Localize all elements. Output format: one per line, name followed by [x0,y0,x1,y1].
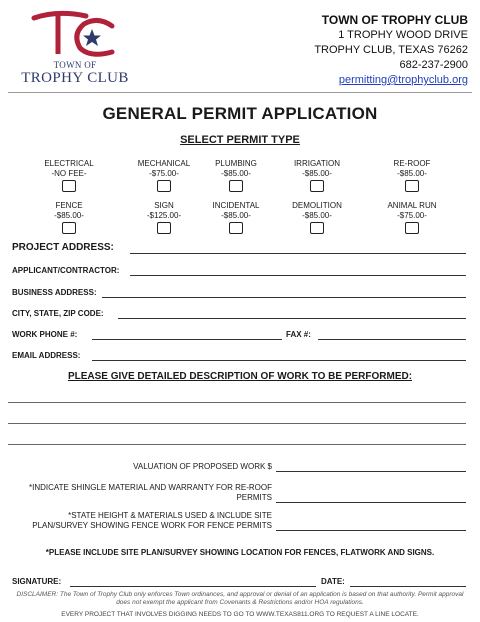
description-line-2[interactable] [8,423,466,424]
permit-price: -NO FEE- [51,169,87,178]
permit-checkbox[interactable] [62,222,76,234]
permit-checkbox[interactable] [405,222,419,234]
permit-irrigation [272,159,362,192]
phone-number: 682-237-2900 [399,59,468,71]
town-logo [14,8,136,86]
valuation-field[interactable] [276,471,466,472]
site-plan-note: *PLEASE INCLUDE SITE PLAN/SURVEY SHOWING LOCATION FOR FENCES, FLATWORK AND SIGNS. [45,548,435,557]
signature-field[interactable] [70,586,316,587]
signature-label: SIGNATURE: [12,577,62,586]
date-label: DATE: [321,577,345,586]
letterhead [0,0,480,92]
permit-animal-run [367,201,457,234]
permit-name: INCIDENTAL [212,201,260,210]
city-state-zip-label: CITY, STATE, ZIP CODE: [12,309,104,318]
street-address: 1 TROPHY WOOD DRIVE [338,29,468,41]
business-address-label: BUSINESS ADDRESS: [12,288,97,297]
city-address: TROPHY CLUB, TEXAS 76262 [314,44,468,56]
select-permit-title: SELECT PERMIT TYPE [180,134,300,146]
header-divider [8,92,472,93]
fence-label: *STATE HEIGHT & MATERIALS USED & INCLUDE SITE PLAN/SURVEY SHOWING FENCE WORK FOR FENCE PERMITS [32,511,272,530]
description-heading: PLEASE GIVE DETAILED DESCRIPTION OF WORK TO BE PERFORMED: [67,371,413,382]
description-line-3[interactable] [8,444,466,445]
business-address-field[interactable] [102,297,466,298]
permit-name: ELECTRICAL [44,159,94,168]
permit-name: RE-ROOF [393,159,431,168]
permit-price: -$125.00- [146,211,182,220]
fence-field[interactable] [276,530,466,531]
permit-name: ANIMAL RUN [387,201,437,210]
address-block [314,12,468,88]
permit-fence [24,201,114,234]
disclaimer-text: DISCLAIMER: The Town of Trophy Club only enforces Town ordinances, and approval or denial of an application is based on that authority. Permit approval does not exempt the applicant from Covenants & Restrictions and/or HOA regulations. [16,591,464,606]
email-label: EMAIL ADDRESS: [12,351,81,360]
permit-price: -$85.00- [54,211,84,220]
permit-name: MECHANICAL [137,159,191,168]
work-phone-field[interactable] [92,339,282,340]
org-name: TOWN OF TROPHY CLUB [321,13,468,27]
permit-price: -$85.00- [221,169,251,178]
applicant-field[interactable] [130,275,466,276]
tc-monogram-icon [28,8,124,60]
project-address-label: PROJECT ADDRESS: [12,242,114,253]
date-field[interactable] [350,586,466,587]
permit-price: -$85.00- [397,169,427,178]
permit-checkbox[interactable] [405,180,419,192]
applicant-label: APPLICANT/CONTRACTOR: [12,266,120,275]
permit-demolition [272,201,362,234]
permit-checkbox[interactable] [229,180,243,192]
shingle-label: *INDICATE SHINGLE MATERIAL AND WARRANTY FOR RE-ROOF PERMITS [29,483,272,502]
permit-checkbox[interactable] [229,222,243,234]
permit-re-roof [367,159,457,192]
footer-text: EVERY PROJECT THAT INVOLVES DIGGING NEEDS TO GO TO WWW.TEXAS811.ORG TO REQUEST A LINE LOCATE. [61,611,419,618]
permit-name: FENCE [55,201,83,210]
permit-checkbox[interactable] [310,180,324,192]
permit-electrical [24,159,114,192]
permit-price: -$75.00- [397,211,427,220]
project-address-field[interactable] [130,253,466,254]
page-title: GENERAL PERMIT APPLICATION [102,104,378,123]
permit-checkbox[interactable] [310,222,324,234]
logo-text-town-of: TOWN OF [53,60,97,70]
fax-field[interactable] [318,339,466,340]
email-link[interactable]: permitting@trophyclub.org [338,74,468,86]
permit-price: -$75.00- [149,169,179,178]
fax-label: FAX #: [286,330,311,339]
shingle-field[interactable] [276,502,466,503]
permit-checkbox[interactable] [157,180,171,192]
work-phone-label: WORK PHONE #: [12,330,78,339]
email-field[interactable] [92,360,466,361]
permit-name: SIGN [154,201,174,210]
city-state-zip-field[interactable] [118,318,466,319]
permit-checkbox[interactable] [62,180,76,192]
permit-name: IRRIGATION [293,159,341,168]
permit-name: PLUMBING [215,159,257,168]
valuation-label: VALUATION OF PROPOSED WORK $ [133,462,272,471]
permit-price: -$85.00- [221,211,251,220]
description-line-1[interactable] [8,402,466,403]
logo-text-trophy-club: TROPHY CLUB [21,70,129,86]
permit-price: -$85.00- [302,211,332,220]
permit-price: -$85.00- [302,169,332,178]
permit-plumbing [191,159,281,192]
permit-incidental [191,201,281,234]
permit-checkbox[interactable] [157,222,171,234]
permit-name: DEMOLITION [292,201,342,210]
